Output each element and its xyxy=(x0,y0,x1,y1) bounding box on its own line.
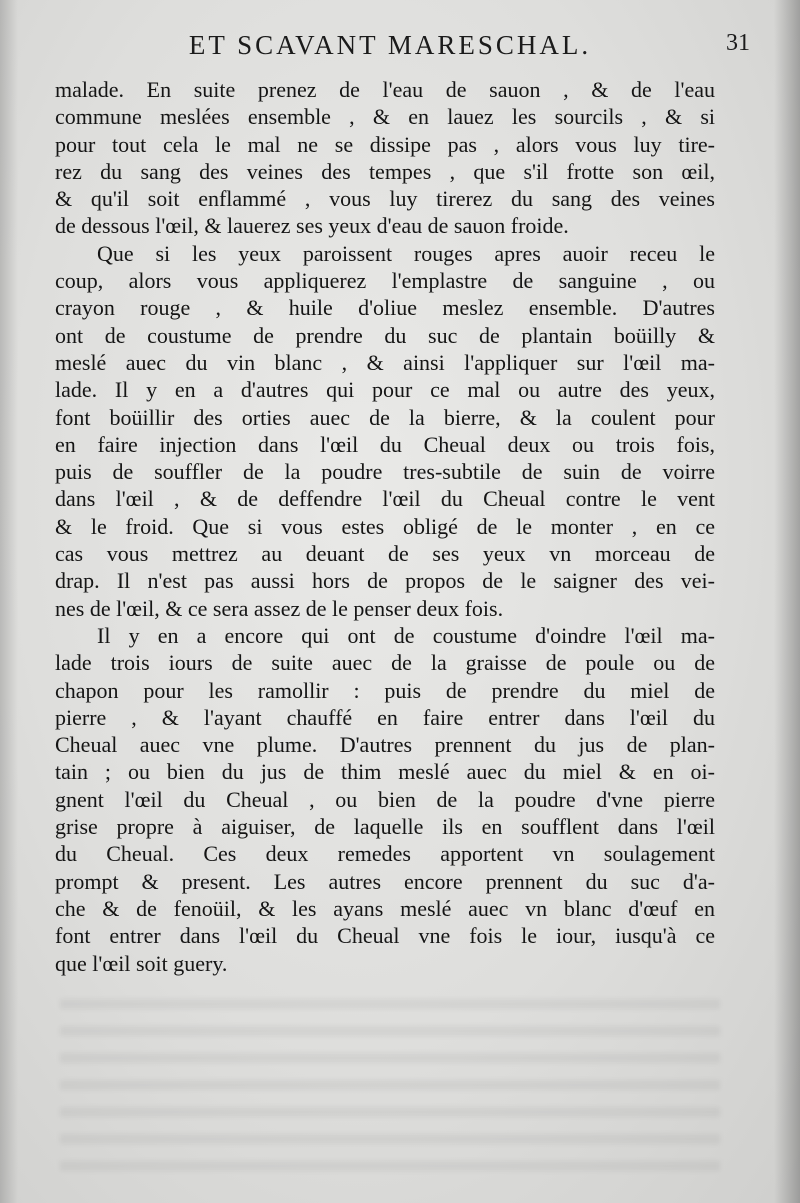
bleed-through-texture xyxy=(60,985,720,1175)
paragraph-start: Que si les yeux paroissent rouges apres auoir receu le xyxy=(97,240,715,266)
text-line: commune meslées ensemble , & en lauez les sourcils , & si xyxy=(55,104,715,130)
text-line: en faire injection dans l'œil du Cheual deux ou trois fois, xyxy=(55,431,715,457)
text-line: du Cheual. Ces deux remedes apportent vn soulagement xyxy=(55,841,715,867)
text-line: de dessous l'œil, & lauerez ses yeux d'eau de sauon froide. xyxy=(55,213,569,239)
text-line: gnent l'œil du Cheual , ou bien de la poudre d'vne pierre xyxy=(55,786,715,812)
text-line: grise propre à aiguiser, de laquelle ils en soufflent dans l'œil xyxy=(55,814,715,840)
text-line: puis de souffler de la poudre tres-subtile de suin de voirre xyxy=(55,459,715,485)
text-line: nes de l'œil, & ce sera assez de le penser deux fois. xyxy=(55,595,504,621)
text-line: lade. Il y en a d'autres qui pour ce mal ou autre des yeux, xyxy=(55,377,715,403)
text-line: malade. En suite prenez de l'eau de sauon , & de l'eau xyxy=(55,77,715,102)
body-text xyxy=(55,76,715,977)
text-line: meslé auec du vin blanc , & ainsi l'appliquer sur l'œil ma- xyxy=(55,349,715,375)
text-line: & qu'il soit enflammé , vous luy tirerez du sang des veines xyxy=(55,186,715,212)
running-title: ET SCAVANT MARESCHAL. xyxy=(188,30,592,60)
text-line: ont de coustume de prendre du suc de plantain boüilly & xyxy=(55,322,715,348)
text-line: crayon rouge , & huile d'oliue meslez ensemble. D'autres xyxy=(55,295,715,321)
text-line: lade trois iours de suite auec de la graisse de poule ou de xyxy=(55,650,715,676)
page-number: 31 xyxy=(726,30,750,56)
text-line: font entrer dans l'œil du Cheual vne fois le iour, iusqu'à ce xyxy=(55,923,715,949)
text-line: font boüillir des orties auec de la bierre, & la coulent pour xyxy=(55,404,715,430)
text-line: prompt & present. Les autres encore prennent du suc d'a- xyxy=(55,868,715,894)
text-line: che & de fenoüil, & les ayans meslé auec vn blanc d'œuf en xyxy=(55,895,715,921)
text-line: tain ; ou bien du jus de thim meslé auec du miel & en oi- xyxy=(55,759,715,785)
gutter-shadow xyxy=(774,0,800,1203)
text-line: pierre , & l'ayant chauffé en faire entrer dans l'œil du xyxy=(55,704,715,730)
text-line: & le froid. Que si vous estes obligé de le monter , en ce xyxy=(55,513,715,539)
text-line: rez du sang des veines des tempes , que s'il frotte son œil, xyxy=(55,158,715,184)
text-line: cas vous mettrez au deuant de ses yeux vn morceau de xyxy=(55,541,715,567)
paragraph-start: Il y en a encore qui ont de coustume d'oindre l'œil ma- xyxy=(97,622,715,648)
text-line: pour tout cela le mal ne se dissipe pas , alors vous luy tire- xyxy=(55,131,715,157)
text-line: drap. Il n'est pas aussi hors de propos de le saigner des vei- xyxy=(55,568,715,594)
text-line: Cheual auec vne plume. D'autres prennent du jus de plan- xyxy=(55,732,715,758)
text-line: dans l'œil , & de deffendre l'œil du Cheual contre le vent xyxy=(55,486,715,512)
text-line: chapon pour les ramollir : puis de prendre du miel de xyxy=(55,677,715,703)
text-line: coup, alors vous appliquerez l'emplastre de sanguine , ou xyxy=(55,268,715,294)
text-line: que l'œil soit guery. xyxy=(55,950,228,976)
page-edge-shadow xyxy=(0,0,18,1203)
